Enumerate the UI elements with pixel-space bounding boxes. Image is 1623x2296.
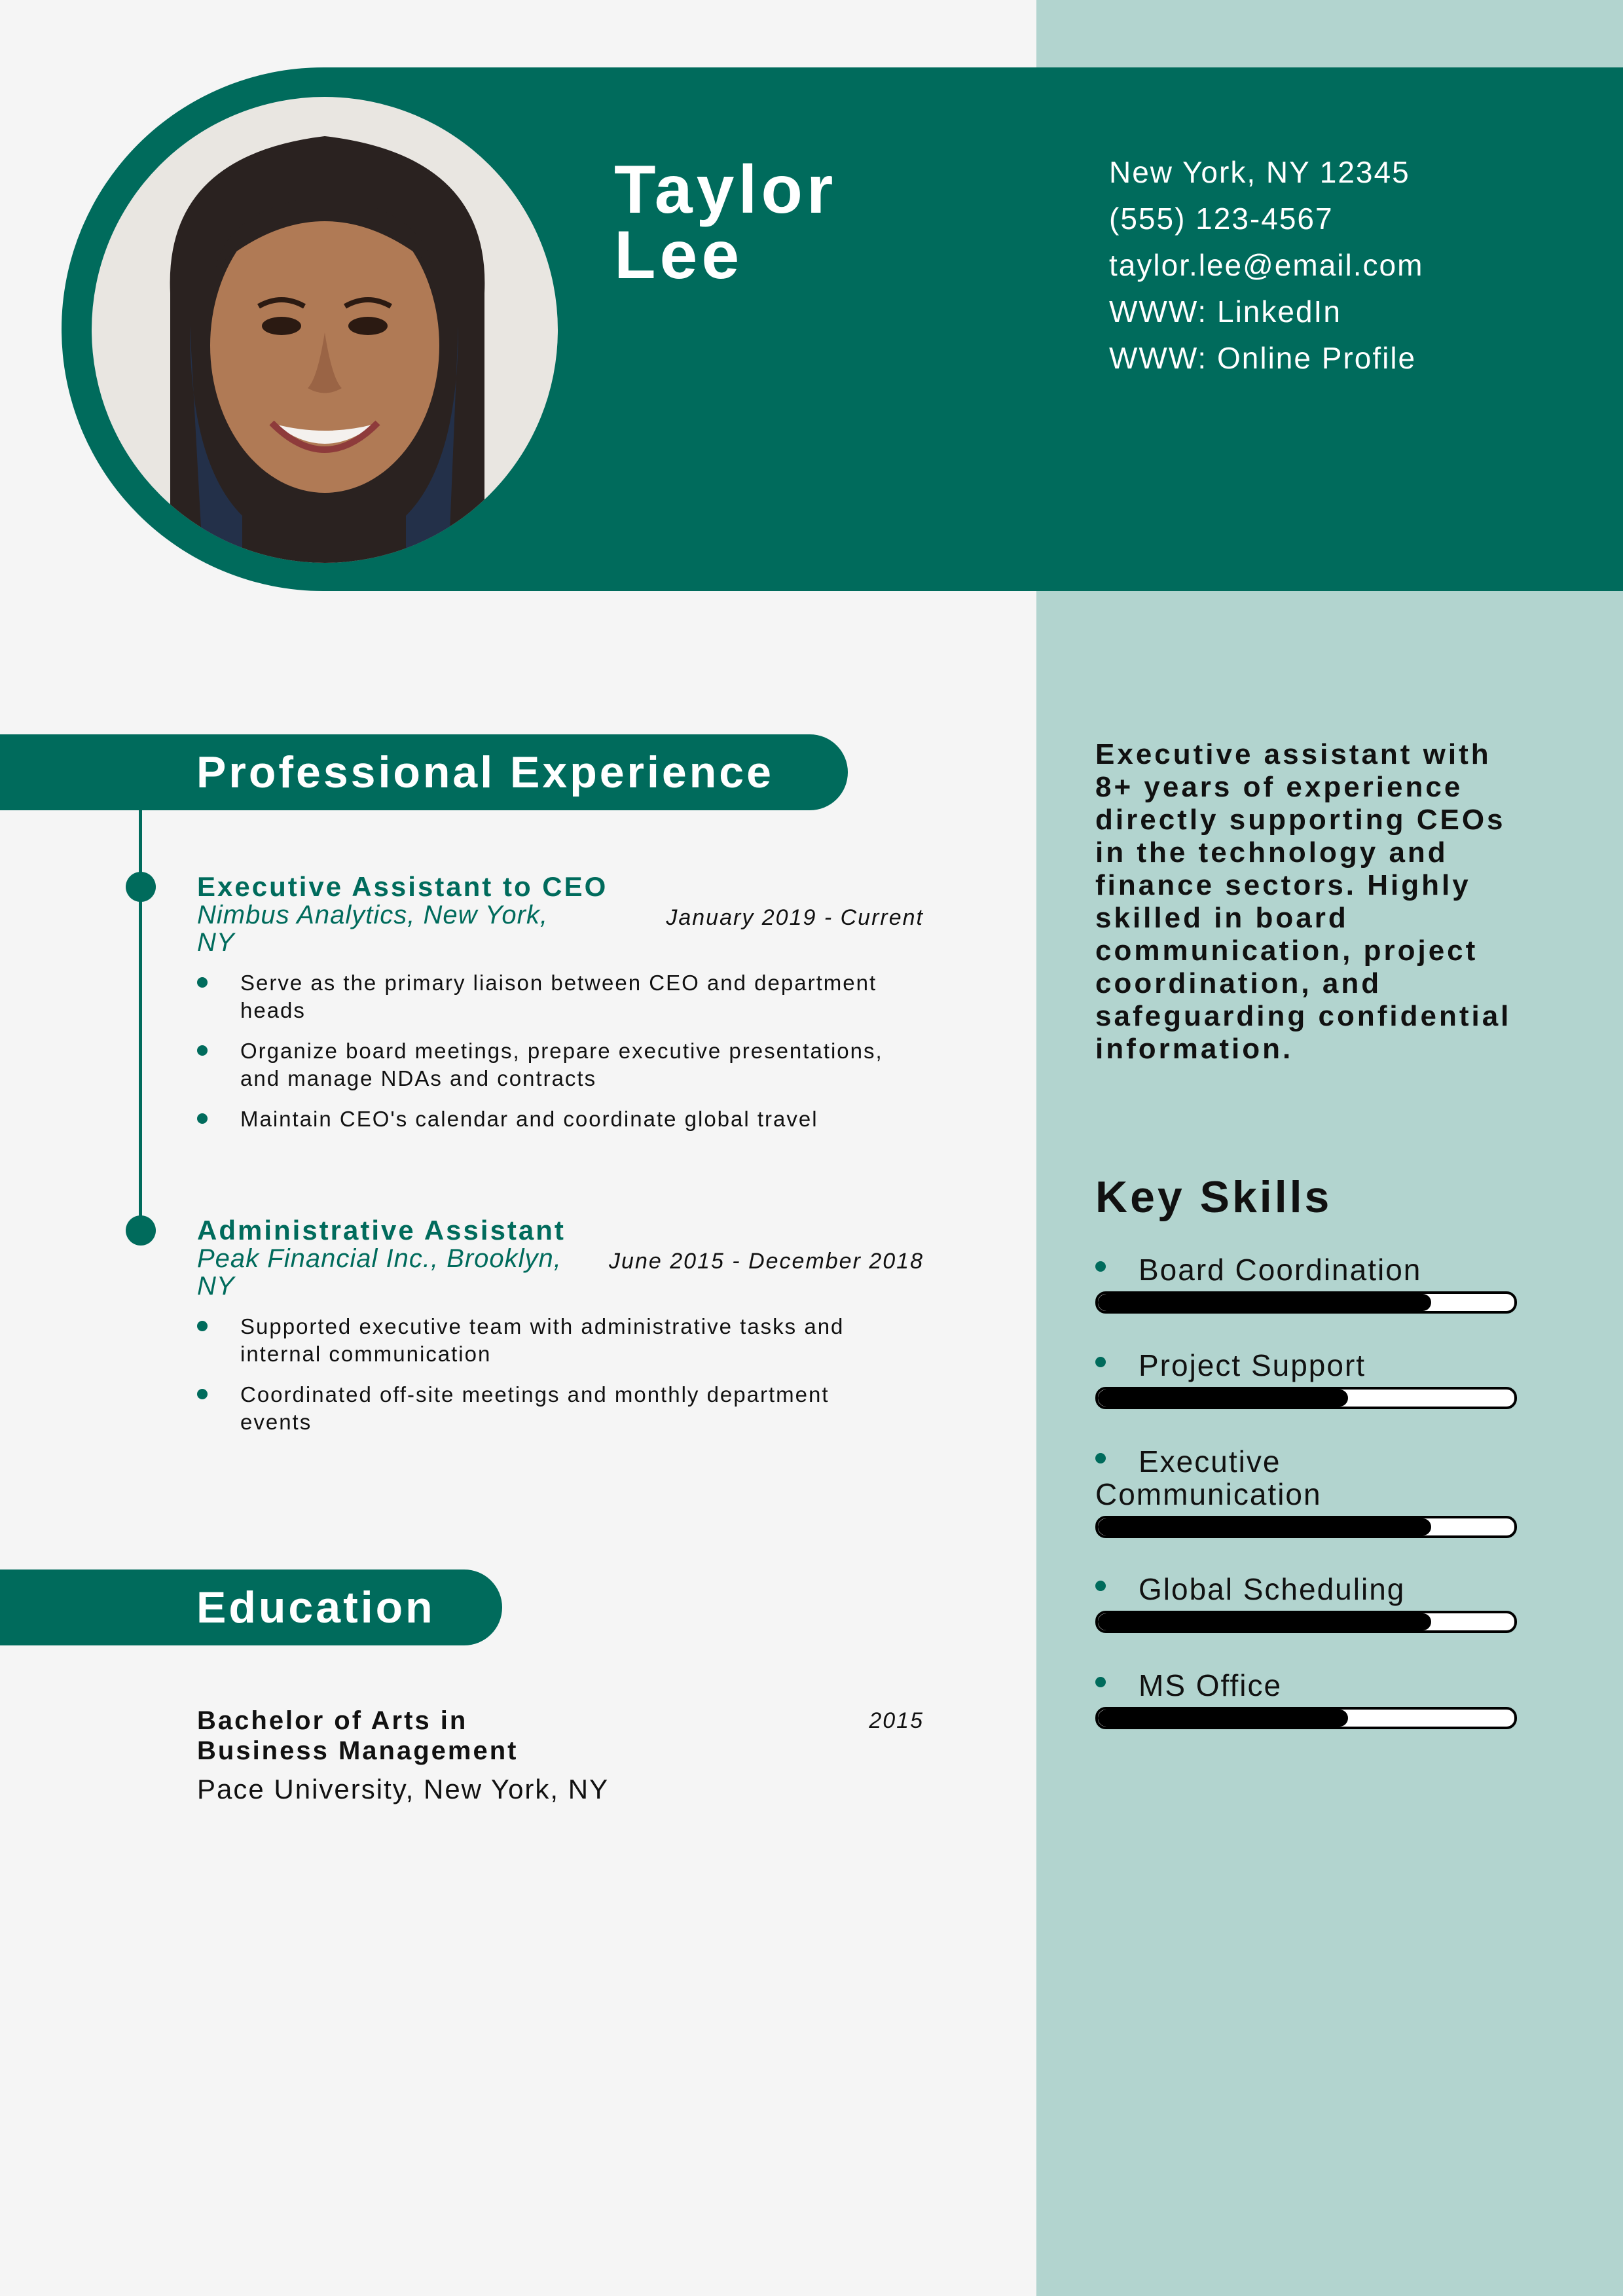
list-item: Serve as the primary liaison between CEO and department heads bbox=[197, 969, 895, 1024]
timeline-dot bbox=[126, 1215, 156, 1246]
job-company: Nimbus Analytics, New York, NY bbox=[197, 901, 549, 957]
skill-bar bbox=[1095, 1516, 1517, 1538]
contact-email[interactable]: taylor.lee@email.com bbox=[1109, 248, 1424, 282]
skill-item bbox=[1095, 1349, 1514, 1409]
first-name: Taylor bbox=[614, 152, 837, 228]
skill-label: MS Office bbox=[1095, 1669, 1514, 1702]
skill-bar-fill bbox=[1098, 1710, 1348, 1727]
job-company: Peak Financial Inc., Brooklyn, NY bbox=[197, 1244, 562, 1300]
contact-address: New York, NY 12345 bbox=[1109, 155, 1410, 189]
graduation-year: 2015 bbox=[869, 1708, 924, 1733]
skill-bar bbox=[1095, 1291, 1517, 1314]
skill-item bbox=[1095, 1253, 1514, 1314]
contact-linkedin[interactable]: WWW: LinkedIn bbox=[1109, 295, 1341, 329]
skills-heading: Key Skills bbox=[1095, 1172, 1332, 1222]
bullet-icon bbox=[1095, 1581, 1106, 1591]
job-title: Executive Assistant to CEO bbox=[197, 871, 608, 902]
list-item: Maintain CEO's calendar and coordinate global travel bbox=[197, 1105, 895, 1133]
contact-profile[interactable]: WWW: Online Profile bbox=[1109, 341, 1417, 375]
bullet-icon bbox=[1095, 1261, 1106, 1272]
bullet-icon bbox=[1095, 1357, 1106, 1367]
skill-label: Board Coordination bbox=[1095, 1253, 1514, 1286]
experience-heading: Professional Experience bbox=[0, 734, 848, 810]
skill-bar bbox=[1095, 1611, 1517, 1633]
timeline-dot bbox=[126, 872, 156, 902]
profile-photo bbox=[92, 97, 558, 563]
skill-item bbox=[1095, 1573, 1514, 1633]
skill-bar-fill bbox=[1098, 1613, 1431, 1630]
bullet-icon bbox=[197, 977, 208, 988]
summary: Executive assistant with 8+ years of experience directly supporting CEOs in the technology and finance sectors. Highly skilled in board communication, project coordination, and safeguarding confidential information. bbox=[1095, 738, 1512, 1065]
skill-label: Executive Communication bbox=[1095, 1444, 1322, 1511]
bullet-icon bbox=[1095, 1453, 1106, 1463]
job-bullets bbox=[197, 1313, 924, 1436]
bullet-icon bbox=[197, 1113, 208, 1124]
bullet-icon bbox=[197, 1321, 208, 1331]
skill-bar bbox=[1095, 1387, 1517, 1409]
skill-item bbox=[1095, 1445, 1514, 1538]
degree: Bachelor of Arts in Business Management bbox=[197, 1706, 519, 1765]
bullet-icon bbox=[197, 1389, 208, 1399]
skill-bar bbox=[1095, 1707, 1517, 1729]
list-item: Supported executive team with administrative tasks and internal communication bbox=[197, 1313, 895, 1368]
education-entry bbox=[197, 1706, 924, 1805]
skill-bar-fill bbox=[1098, 1518, 1431, 1535]
candidate-name bbox=[614, 152, 837, 293]
job-entry bbox=[197, 872, 924, 1146]
job-dates: June 2015 - December 2018 bbox=[609, 1249, 924, 1274]
job-title: Administrative Assistant bbox=[197, 1215, 566, 1246]
last-name: Lee bbox=[614, 217, 744, 293]
list-item: Coordinated off-site meetings and monthly department events bbox=[197, 1381, 895, 1436]
education-heading: Education bbox=[0, 1570, 502, 1645]
contact-info bbox=[1109, 149, 1423, 382]
job-bullets bbox=[197, 969, 924, 1133]
skill-item bbox=[1095, 1669, 1514, 1729]
bullet-icon bbox=[1095, 1677, 1106, 1687]
skill-label: Global Scheduling bbox=[1095, 1573, 1514, 1605]
skill-bar-fill bbox=[1098, 1390, 1348, 1407]
job-entry bbox=[197, 1216, 924, 1449]
skill-label: Project Support bbox=[1095, 1349, 1514, 1382]
bullet-icon bbox=[197, 1045, 208, 1056]
job-dates: January 2019 - Current bbox=[666, 905, 924, 930]
skill-bar-fill bbox=[1098, 1294, 1431, 1311]
contact-phone: (555) 123-4567 bbox=[1109, 202, 1334, 236]
school: Pace University, New York, NY bbox=[197, 1774, 610, 1804]
list-item: Organize board meetings, prepare executive presentations, and manage NDAs and contracts bbox=[197, 1037, 895, 1092]
